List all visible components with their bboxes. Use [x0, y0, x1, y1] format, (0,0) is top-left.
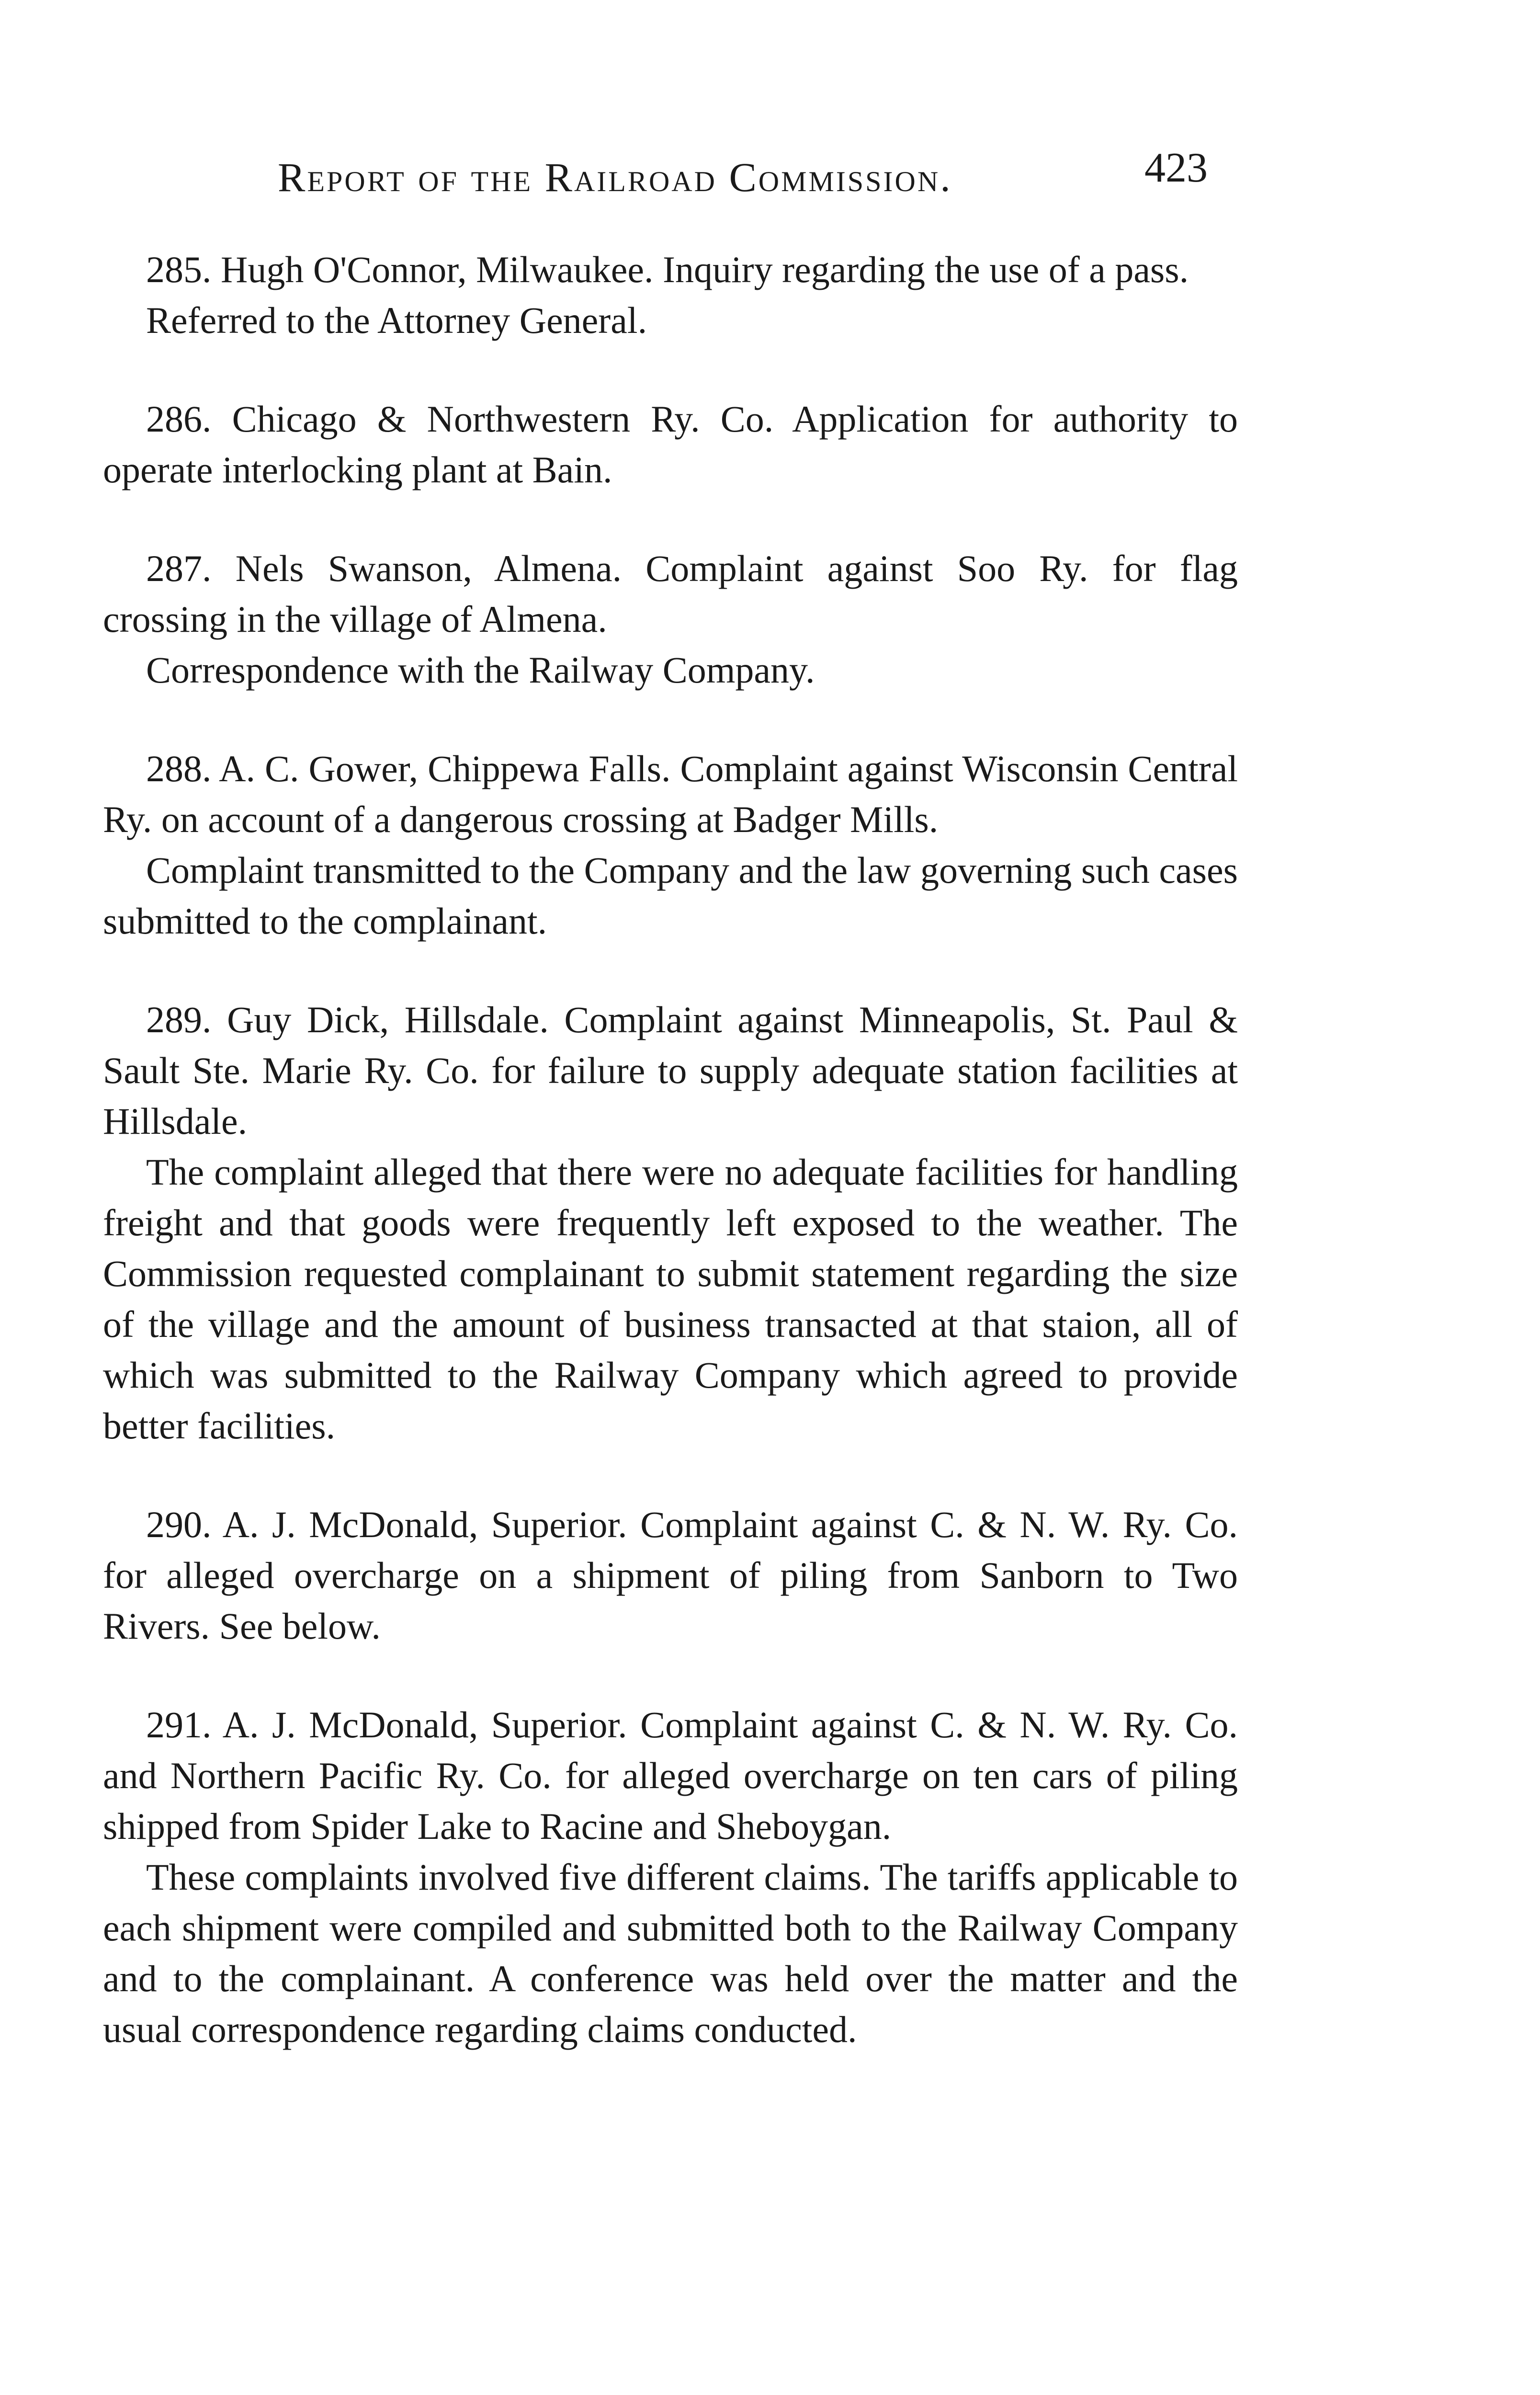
entry-288 — [103, 743, 1238, 947]
entry-text: 289. Guy Dick, Hillsdale. Complaint against Minneapolis, St. Paul & Sault Ste. Marie Ry. Co. for failure to supply adequate station facilities at Hillsdale. — [103, 999, 1238, 1142]
entry-285 — [103, 244, 1238, 346]
entry-note: These complaints involved five different claims. The tariffs applicable to each shipment were compiled and submitted both to the Railway Company and to the complainant. A conference was held over the matter and the usual correspondence regarding claims conducted. — [103, 1856, 1238, 2050]
entry-291 — [103, 1699, 1238, 2055]
entry-text: 285. Hugh O'Connor, Milwaukee. Inquiry regarding the use of a pass. — [146, 249, 1189, 290]
entry-text: 291. A. J. McDonald, Superior. Complaint against C. & N. W. Ry. Co. and Northern Pacific Ry. Co. for alleged overcharge on ten cars of piling shipped from Spider Lake to Racine and Sheboygan. — [103, 1704, 1238, 1847]
entry-text: 288. A. C. Gower, Chippewa Falls. Complaint against Wisconsin Central Ry. on account of a dangerous crossing at Badger Mills. — [103, 748, 1238, 840]
entry-289 — [103, 994, 1238, 1451]
entry-text: 287. Nels Swanson, Almena. Complaint against Soo Ry. for flag crossing in the village of Almena. — [103, 547, 1238, 640]
entry-note: Referred to the Attorney General. — [146, 299, 647, 341]
running-header: Report of the Railroad Commission. — [278, 154, 952, 200]
page-number: 423 — [1144, 145, 1208, 191]
report-body — [103, 244, 1238, 2103]
entry-note: The complaint alleged that there were no adequate facilities for handling freight and that goods were frequently left exposed to the weather. The Commission requested complainant to submit statement regarding the size of the village and the amount of business transacted at that staion, all of which was submitted to the Railway Company which agreed to provide better facilities. — [103, 1151, 1238, 1447]
entry-287 — [103, 543, 1238, 696]
entry-290 — [103, 1499, 1238, 1652]
entry-text: 286. Chicago & Northwestern Ry. Co. Application for authority to operate interlocking plant at Bain. — [103, 398, 1238, 490]
entry-note: Complaint transmitted to the Company and the law governing such cases submitted to the complainant. — [103, 849, 1238, 942]
entry-286 — [103, 394, 1238, 495]
entry-note: Correspondence with the Railway Company. — [146, 649, 815, 691]
entry-text: 290. A. J. McDonald, Superior. Complaint against C. & N. W. Ry. Co. for alleged overcharge on a shipment of piling from Sanborn to Two Rivers. See below. — [103, 1504, 1238, 1647]
